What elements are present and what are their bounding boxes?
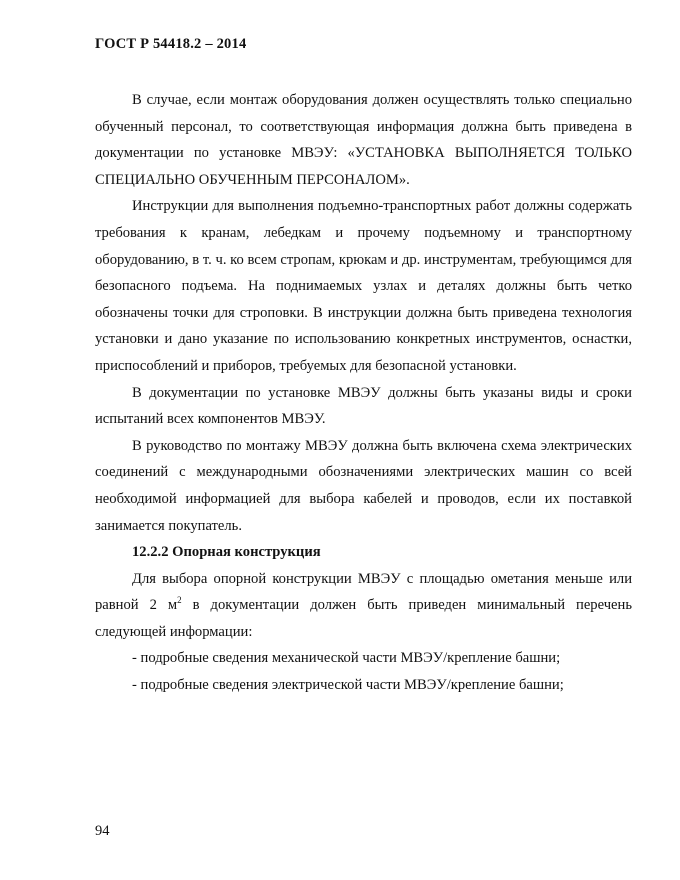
paragraph-lifting-instructions: Инструкции для выполнения подъемно-транспортных работ должны содержать требования к кранам, лебедкам и прочему подъемному и транспортному оборудованию, в т. ч. ко всем стропам, крюкам и др. инструментам, требующимся для безопасного подъема. На поднимаемых узлах и деталях должны быть четко обозначены точки для строповки. В инструкции должна быть приведена технология установки и дано указание по использованию конкретных инструментов, оснастки, приспособлений и приборов, требуемых для безопасной установки. — [95, 198, 632, 374]
p5-superscript: 2 — [177, 595, 182, 606]
section-heading: 12.2.2 Опорная конструкция — [132, 544, 321, 561]
document-header: ГОСТ Р 54418.2 – 2014 — [95, 36, 247, 52]
page-number: 94 — [95, 823, 110, 839]
document-body — [95, 87, 632, 699]
paragraph-support-structure — [95, 566, 632, 646]
list-item: - подробные сведения электрической части МВЭУ/крепление башни; — [132, 677, 564, 694]
list-item: - подробные сведения механической части МВЭУ/крепление башни; — [132, 650, 561, 667]
p5-text-before: Для выбора опорной конструкции МВЭУ с площадью ометания меньше или равной 2 м — [95, 570, 632, 614]
paragraph-installation-personnel: В случае, если монтаж оборудования должен осуществлять только специально обученный персонал, то соответствующая информация должна быть приведена в документации по установке МВЭУ: «УСТАНОВКА ВЫПОЛНЯЕТСЯ ТОЛЬКО СПЕЦИАЛЬНО ОБУЧЕННЫМ ПЕРСОНАЛОМ». — [95, 92, 632, 188]
paragraph-wiring-diagram: В руководство по монтажу МВЭУ должна быть включена схема электрических соединений с международными обозначениями электрических машин со всей необходимой информацией для выбора кабелей и проводов, если их поставкой занимается покупатель. — [95, 437, 632, 534]
p5-text-after: в документации должен быть приведен минимальный перечень следующей информации: — [95, 597, 632, 640]
paragraph-testing: В документации по установке МВЭУ должны быть указаны виды и сроки испытаний всех компонентов МВЭУ. — [95, 384, 632, 428]
